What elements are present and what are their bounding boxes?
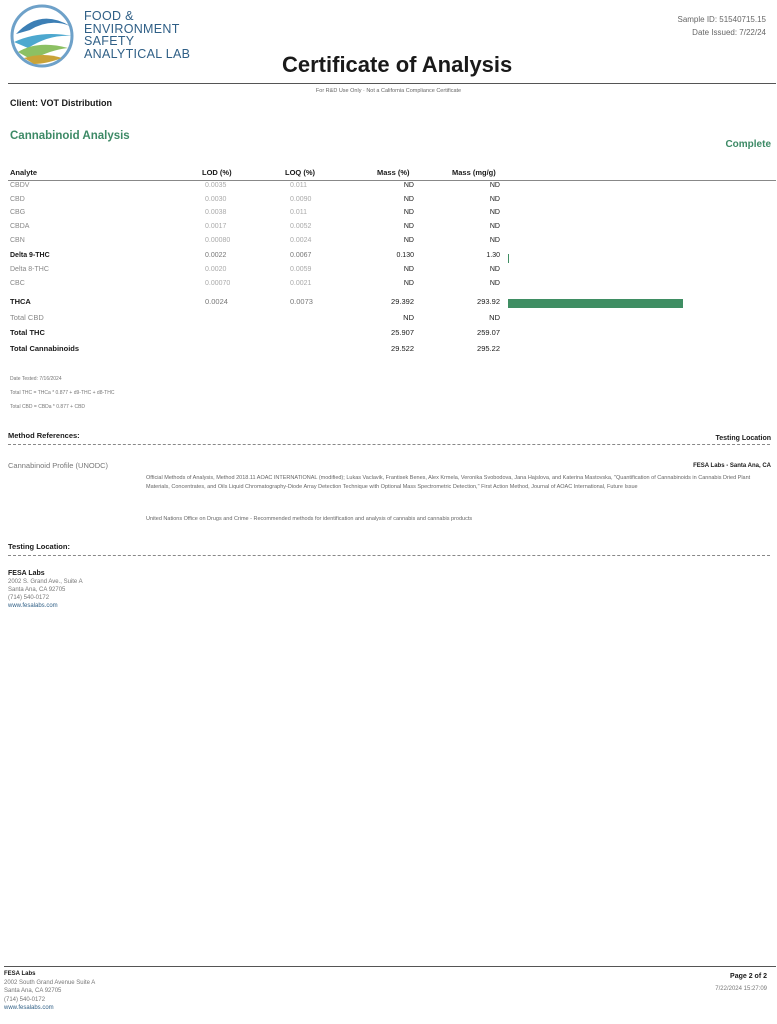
- cell-loq: 0.0024: [290, 237, 312, 244]
- cell-lod: 0.0030: [205, 196, 227, 203]
- table-row: [0, 209, 777, 221]
- cell-mass-percent: ND: [403, 196, 414, 203]
- page-number: Page 2 of 2: [730, 973, 767, 980]
- table-row: [0, 297, 777, 309]
- cell-analyte: CBN: [10, 237, 25, 244]
- table-row: [0, 252, 777, 264]
- cell-analyte: CBDA: [10, 223, 30, 230]
- table-row: [0, 182, 777, 194]
- method-reference-aoac: Official Methods of Analysis, Method 2018.11 AOAC INTERNATIONAL (modified); Lukas Vaclavik, Frantisek Benes, Alex Krmela, Veronika Svobodova, Jana Hajslova, and Katerina Mastovska, "Quantification of Cannabinoids in Cannabis Dried Plant Materials, Concentrates, and Oils Liquid Chromatography-Diode Array Detection Technique with Optional Mass Spectrometric Detection," First Action Method, Journal of AOAC International, Future Issue: [146, 475, 751, 490]
- cell-mass-mg: 295.22: [477, 344, 500, 353]
- print-timestamp: 7/22/2024 15:27:09: [715, 986, 767, 992]
- cell-loq: 0.011: [290, 209, 307, 216]
- sample-id: Sample ID: 51540715.15: [677, 15, 766, 24]
- cell-mass-percent: ND: [403, 182, 414, 189]
- date-tested: Date Tested: 7/16/2024: [10, 376, 62, 382]
- cell-lod: 0.0038: [205, 209, 227, 216]
- cell-loq: 0.0021: [290, 280, 312, 287]
- table-row: [0, 313, 777, 325]
- method-divider: [8, 444, 770, 445]
- method-name: Cannabinoid Profile (UNODC): [8, 461, 109, 470]
- cell-loq: 0.011: [290, 182, 307, 189]
- cell-mass-percent: 29.522: [391, 344, 414, 353]
- lab-name: FESA Labs: [8, 570, 45, 577]
- cell-mass-percent: 0.130: [396, 252, 414, 259]
- cell-lod: 0.0020: [205, 266, 227, 273]
- potency-bar: [508, 299, 683, 308]
- cell-mass-mg: 1.30: [486, 252, 500, 259]
- testing-location-label: Testing Location: [715, 435, 771, 442]
- cell-analyte: CBD: [10, 196, 25, 203]
- cell-mass-percent: 29.392: [391, 297, 414, 306]
- cell-analyte: CBDV: [10, 182, 30, 189]
- testing-location-heading: Testing Location:: [8, 542, 70, 551]
- cell-analyte: Delta 9-THC: [10, 252, 50, 259]
- col-header-lod: LOD (%): [202, 168, 232, 177]
- footer-address-line2: Santa Ana, CA 92705: [4, 988, 62, 994]
- method-lab: FESA Labs - Santa Ana, CA: [693, 463, 771, 469]
- lab-phone: (714) 540-0172: [8, 595, 50, 601]
- cell-mass-mg: ND: [489, 237, 500, 244]
- cell-mass-percent: ND: [403, 209, 414, 216]
- cell-lod: 0.00070: [205, 280, 231, 287]
- method-references-heading: Method References:: [8, 431, 80, 440]
- cell-lod: 0.0024: [205, 297, 228, 306]
- cell-loq: 0.0090: [290, 196, 312, 203]
- lab-logo: [10, 4, 225, 70]
- col-header-loq: LOQ (%): [285, 168, 315, 177]
- cell-mass-mg: ND: [489, 280, 500, 287]
- cell-analyte: CBG: [10, 209, 26, 216]
- col-header-mg: Mass (mg/g): [452, 168, 496, 177]
- footer-divider: [4, 966, 776, 967]
- cell-mass-mg: ND: [489, 182, 500, 189]
- cell-loq: 0.0059: [290, 266, 312, 273]
- disclaimer: For R&D Use Only · Not a California Compliance Certificate: [315, 88, 462, 94]
- lab-website-link[interactable]: www.fesalabs.com: [8, 603, 58, 609]
- cell-mass-percent: ND: [403, 237, 414, 244]
- col-header-mass: Mass (%): [377, 168, 410, 177]
- client-name: Client: VOT Distribution: [10, 98, 112, 108]
- section-title: Cannabinoid Analysis: [10, 130, 130, 142]
- cell-mass-percent: 25.907: [391, 328, 414, 337]
- potency-bar: [508, 254, 509, 263]
- status-badge: Complete: [725, 139, 771, 150]
- table-row: [0, 237, 777, 249]
- cell-mass-mg: ND: [489, 223, 500, 230]
- cell-mass-mg: 293.92: [477, 297, 500, 306]
- lab-logo-icon: [10, 4, 76, 68]
- table-row: [0, 266, 777, 278]
- table-row: [0, 196, 777, 208]
- cell-loq: 0.0073: [290, 297, 313, 306]
- header-divider: [8, 83, 776, 84]
- testing-location-divider: [8, 555, 770, 556]
- cell-mass-mg: ND: [489, 313, 500, 322]
- table-header-divider: [8, 180, 776, 181]
- cell-mass-percent: ND: [403, 313, 414, 322]
- footer-website-link[interactable]: www.fesalabs.com: [4, 1005, 54, 1011]
- cell-mass-mg: ND: [489, 196, 500, 203]
- testing-location-address: [8, 570, 83, 610]
- lab-logo-text: FOOD & ENVIRONMENT SAFETY ANALYTICAL LAB: [84, 9, 191, 61]
- table-row: [0, 328, 777, 340]
- cell-loq: 0.0067: [290, 252, 312, 259]
- footer-address: [4, 970, 95, 1013]
- lab-address-line2: Santa Ana, CA 92705: [8, 587, 66, 593]
- col-header-analyte: Analyte: [10, 168, 38, 177]
- cell-mass-mg: ND: [489, 209, 500, 216]
- date-issued: Date Issued: 7/22/24: [692, 28, 766, 37]
- cell-analyte: THCA: [10, 297, 31, 306]
- cell-lod: 0.00080: [205, 237, 231, 244]
- total-thc-formula: Total THC = THCa * 0.877 + d9-THC + d8-THC: [10, 390, 115, 396]
- cell-lod: 0.0035: [205, 182, 227, 189]
- cell-mass-percent: ND: [403, 266, 414, 273]
- table-row: [0, 344, 777, 356]
- cell-mass-percent: ND: [403, 280, 414, 287]
- cell-mass-mg: ND: [489, 266, 500, 273]
- footer-phone: (714) 540-0172: [4, 996, 46, 1003]
- method-reference-unodc: United Nations Office on Drugs and Crime - Recommended methods for identification and analysis of cannabis and cannabis products: [146, 516, 473, 522]
- cell-lod: 0.0022: [205, 252, 227, 259]
- document-title: Certificate of Analysis: [282, 52, 513, 77]
- cell-analyte: Total CBD: [10, 313, 44, 322]
- cell-lod: 0.0017: [205, 223, 227, 230]
- lab-address-line1: 2002 S. Grand Ave., Suite A: [8, 579, 83, 585]
- total-cbd-formula: Total CBD = CBDa * 0.877 + CBD: [10, 404, 86, 410]
- table-row: [0, 280, 777, 292]
- cell-loq: 0.0052: [290, 223, 312, 230]
- footer-address-line1: 2002 South Grand Avenue Suite A: [4, 979, 96, 986]
- cell-mass-mg: 259.07: [477, 328, 500, 337]
- cell-mass-percent: ND: [403, 223, 414, 230]
- cell-analyte: Total Cannabinoids: [10, 344, 80, 353]
- footer-lab-name: FESA Labs: [4, 971, 36, 977]
- table-row: [0, 223, 777, 235]
- cell-analyte: Delta 8-THC: [10, 266, 49, 273]
- cell-analyte: Total THC: [10, 328, 45, 337]
- cell-analyte: CBC: [10, 280, 25, 287]
